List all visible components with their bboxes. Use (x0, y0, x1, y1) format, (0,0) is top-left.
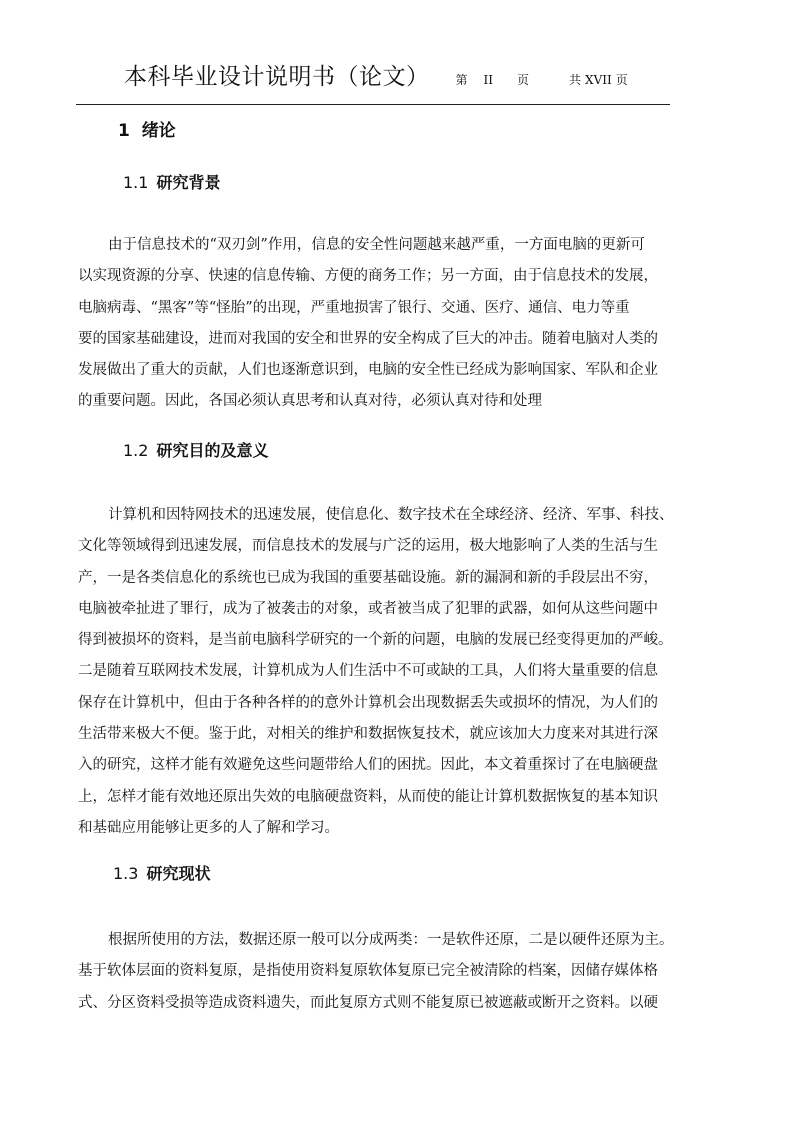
section-body-1-3 (78, 925, 718, 1019)
section-title: 研究背景 (156, 173, 221, 192)
header-title: 本科毕业设计说明书（论文） (124, 64, 430, 90)
page-header (124, 58, 684, 92)
text-line: 要的国家基础建设，进而对我国的安全和世界的安全构成了巨大的冲击。随着电脑对人类的 (78, 330, 658, 347)
chapter-title: 绪论 (141, 121, 176, 141)
text-line: 由于信息技术的“双刃剑”作用，信息的安全性问题越来越严重，一方面电脑的更新可 (108, 237, 645, 253)
total-label: 共 (569, 73, 582, 87)
text-line: 发展做出了重大的贡献，人们也逐渐意识到，电脑的安全性已经成为影响国家、军队和企业 (78, 362, 658, 379)
page-label: 第 (455, 73, 468, 87)
text-line: 以实现资源的分享、快速的信息传输、方便的商务工作；另一方面，由于信息技术的发展， (78, 268, 658, 285)
section-number: 1.1 (123, 173, 149, 192)
section-heading-1-2 (123, 438, 268, 461)
section-title: 研究目的及意义 (156, 441, 269, 460)
total-pages: XVII (585, 73, 612, 87)
text-line: 式、分区资料受损等造成资料遗失，而此复原方式则不能复原已被遮蔽或断开之资料。以硬 (78, 994, 658, 1011)
text-line: 上，怎样才能有效地还原出失效的电脑硬盘资料，从而使的能让计算机数据恢复的基本知识 (78, 788, 658, 805)
text-line: 基于软体层面的资料复原，是指使用资料复原软体复原已完全被清除的档案，因储存媒体格 (78, 963, 658, 980)
text-line: 生活带来极大不便。鉴于此，对相关的维护和数据恢复技术，就应该加大力度来对其进行深 (78, 726, 658, 743)
text-line: 计算机和因特网技术的迅速发展，使信息化、数字技术在全球经济、经济、军事、科技、 (108, 507, 674, 523)
section-number: 1.3 (113, 864, 139, 883)
text-line: 产，一是各类信息化的系统也已成为我国的重要基础设施。新的漏洞和新的手段层出不穷， (78, 569, 658, 586)
text-line: 文化等领域得到迅速发展，而信息技术的发展与广泛的运用，极大地影响了人类的生活与生 (78, 538, 658, 555)
section-body-1-1 (78, 230, 718, 418)
text-line: 电脑病毒、“黑客”等“怪胎”的出现，严重地损害了银行、交通、医疗、通信、电力等重 (78, 299, 630, 316)
text-line: 入的研究，这样才能有效避免这些问题带给人们的困扰。因此，本文着重探讨了在电脑硬盘 (78, 757, 658, 774)
header-rule (76, 104, 670, 105)
chapter-heading (118, 116, 176, 141)
page-suffix: 页 (517, 73, 530, 87)
page-number: II (483, 73, 493, 87)
section-heading-1-1 (123, 170, 220, 193)
text-line: 电脑被牵扯进了罪行，成为了被袭击的对象，或者被当成了犯罪的武器，如何从这些问题中 (78, 600, 658, 617)
section-title: 研究现状 (146, 864, 211, 883)
section-heading-1-3 (113, 861, 210, 884)
text-line: 的重要问题。因此，各国必须认真思考和认真对待，必须认真对待和处理 (78, 393, 542, 410)
text-line: 根据所使用的方法，数据还原一般可以分成两类：一是软件还原，二是以硬件还原为主。 (108, 932, 674, 948)
text-line: 得到被损坏的资料，是当前电脑科学研究的一个新的问题，电脑的发展已经变得更加的严峻。 (78, 632, 673, 649)
chapter-number: 1 (118, 121, 130, 141)
text-line: 保存在计算机中，但由于各种各样的的意外计算机会出现数据丢失或损坏的情况，为人们的 (78, 694, 658, 711)
total-suffix: 页 (615, 73, 628, 87)
text-line: 和基础应用能够让更多的人了解和学习。 (78, 819, 339, 836)
section-number: 1.2 (123, 441, 149, 460)
text-line: 二是随着互联网技术发展，计算机成为人们生活中不可或缺的工具，人们将大量重要的信息 (78, 663, 658, 680)
section-body-1-2 (78, 500, 718, 844)
